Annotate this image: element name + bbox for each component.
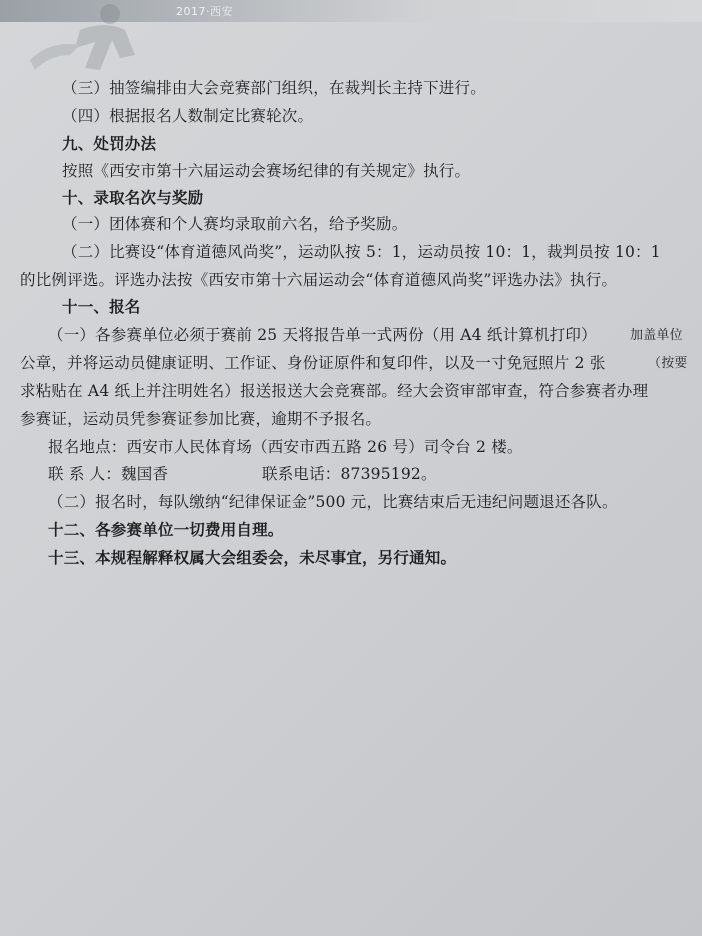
para-registration-2: 公章，并将运动员健康证明、工作证、身份证原件和复印件，以及一寸免冠照片 2 张 [20,354,606,372]
para-deposit: （二）报名时，每队缴纳“纪律保证金”500 元，比赛结束后无违纪问题退还各队。 [48,493,618,511]
contact-person: 联 系 人：魏国香 [48,465,169,483]
contact-phone: 联系电话：87395192。 [262,465,437,483]
para-draw-organization: （三）抽签编排由大会竞赛部门组织，在裁判长主持下进行。 [62,79,486,97]
para-penalty-rules: 按照《西安市第十六届运动会赛场纪律的有关规定》执行。 [62,162,471,180]
para-registration-location: 报名地点：西安市人民体育场（西安市西五路 26 号）司令台 2 楼。 [48,438,523,456]
heading-registration: 十一、报名 [62,298,141,316]
para-sportsmanship-award: （二）比赛设“体育道德风尚奖”，运动队按 5：1，运动员按 10：1，裁判员按 10：1 [62,243,661,261]
para-registration-4: 参赛证，运动员凭参赛证参加比赛，逾期不予报名。 [20,410,382,428]
para-registration-3: 求粘贴在 A4 纸上并注明姓名）报送报送大会竞赛部。经大会资审部审查，符合参赛者办理 [20,382,649,400]
heading-ranking-awards: 十、录取名次与奖励 [62,189,204,207]
heading-penalties: 九、处罚办法 [62,135,157,153]
para-registration-1-note: 加盖单位 [630,328,683,343]
para-top-six: （一）团体赛和个人赛均录取前六名，给予奖励。 [62,215,408,233]
para-registration-1: （一）各参赛单位必须于赛前 25 天将报告单一式两份（用 A4 纸计算机打印） [48,326,597,344]
para-registration-2-note: （按要 [648,356,688,371]
heading-interpretation: 十三、本规程解释权属大会组委会，未尽事宜，另行通知。 [48,549,457,567]
heading-expenses: 十二、各参赛单位一切费用自理。 [48,521,284,539]
para-rounds: （四）根据报名人数制定比赛轮次。 [62,107,314,125]
header-label: 2017·西安 [176,5,233,18]
para-award-selection: 的比例评选。评选办法按《西安市第十六届运动会“体育道德风尚奖”评选办法》执行。 [20,271,618,289]
